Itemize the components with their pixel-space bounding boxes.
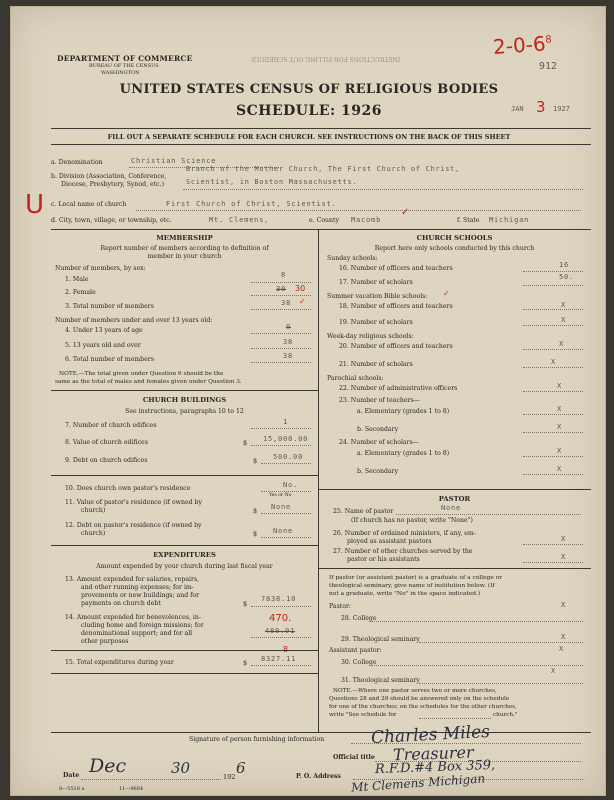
q20-line [523, 349, 583, 350]
q14-label-4: other purposes [81, 638, 129, 645]
signature-value: Charles Miles [370, 721, 491, 749]
q6-line [251, 362, 311, 363]
q4-line [251, 333, 311, 334]
county-value: Macomb [351, 216, 382, 224]
date-label: Date [63, 772, 80, 779]
q13-label-3: provements or new buildings; and for [81, 592, 200, 599]
by-sex-label: Number of members, by sex: [55, 265, 146, 272]
q20-value: X [559, 340, 565, 348]
q14-label-1: 14. Amount expended for benevolences, in- [65, 614, 201, 621]
q9-dollar: $ [253, 457, 258, 465]
q3-line [251, 309, 311, 310]
q29-line [419, 642, 583, 643]
q19-value: X [561, 316, 567, 324]
rule-buildings-mid [51, 475, 318, 476]
q24b-label: b. Secondary [357, 468, 399, 475]
q15-value: 8327.11 [261, 655, 297, 663]
q17-line [523, 285, 583, 286]
po-address-value-2: Mt Clemens Michigan [350, 771, 486, 795]
q26-label-1: 26. Number of ordained ministers, if any, em- [333, 530, 476, 537]
city-label: d. City, town, village, or township, etc. [51, 217, 172, 224]
division-value-2: Scientist, in Boston Massachusetts. [186, 178, 358, 186]
q23-label: 23. Number of teachers— [339, 397, 420, 404]
yes-no-hint: Yes or No [269, 493, 292, 498]
q12-label-2: church) [81, 530, 106, 537]
county-check-mark: ✓ [401, 207, 410, 218]
department-name: DEPARTMENT OF COMMERCE [57, 54, 193, 63]
church-name-label: c. Local name of church [51, 201, 127, 208]
graduate-note-3: not a graduate, write "No" in the space indicated.) [329, 591, 481, 597]
buildings-heading: CHURCH BUILDINGS [142, 396, 227, 404]
q23b-line [523, 432, 583, 433]
rule-pastor-mid [318, 568, 591, 569]
q14-value: 489.01 [265, 627, 296, 635]
q4-label: 4. Under 13 years of age [65, 327, 143, 334]
q21-value: X [551, 358, 557, 366]
margin-mark: U [25, 190, 45, 220]
q17-check-mark: ✓ [443, 289, 450, 298]
membership-note-2: same as the total of males and females given under Question 3. [55, 379, 242, 385]
date-year-print: 192 [223, 773, 236, 781]
q15-line [251, 665, 311, 666]
pastor-note-1: NOTE.—Where one pastor serves two or more churches, [333, 688, 497, 694]
q5-value: 38 [283, 338, 294, 346]
q11-dollar: $ [253, 507, 258, 515]
rule-identity-bottom [51, 229, 591, 230]
q26-label-2: ployed as assistant pastors [347, 538, 432, 545]
q2-struck-red: 30 [295, 284, 306, 293]
q10-label: 10. Does church own pastor's residence [65, 485, 191, 492]
date-year-hand: 6 [236, 759, 246, 777]
graduate-note-2: theological seminary, give name of institution below. (If [329, 583, 495, 589]
bureau-city: WASHINGTON [101, 70, 140, 76]
received-stamp-day: 3 [536, 98, 546, 116]
q31-label: 31. Theological seminary [341, 677, 420, 684]
division-label-2: Diocese, Presbytery, Synod, etc.) [61, 181, 165, 188]
buildings-sub: See instructions, paragraphs 10 to 12 [125, 408, 244, 415]
sunday-label: Sunday schools: [327, 255, 378, 262]
q28-label: 28. College [341, 615, 377, 622]
q26-line [523, 544, 583, 545]
q2-label: 2. Female [65, 289, 96, 296]
rule-top [51, 128, 591, 129]
q23b-label: b. Secondary [357, 426, 399, 433]
q17-value: 50. [559, 273, 575, 281]
q13-dollar: $ [243, 600, 248, 608]
q11-line [261, 513, 311, 514]
po-address-value-1: R.F.D.#4 Box 359, [374, 757, 496, 778]
q1-label: 1. Male [65, 276, 89, 283]
denomination-label: a. Denomination [51, 159, 103, 166]
q21-label: 21. Number of scholars [339, 361, 413, 368]
q18-value: X [561, 301, 567, 309]
q25-label: 25. Name of pastor [333, 508, 394, 515]
expenditures-heading: EXPENDITURES [153, 551, 216, 559]
q6-label: 6. Total number of members [65, 356, 154, 363]
print-number: 11—9664 [119, 786, 144, 792]
q13-value: 7838.10 [261, 595, 297, 603]
q21-line [523, 367, 583, 368]
q28-value: X [561, 601, 567, 609]
received-stamp-year: 1927 [553, 105, 570, 113]
church-name-line [136, 210, 581, 211]
expenditures-sub: Amount expended by your church during last fiscal year [96, 563, 273, 570]
received-stamp-month: JAN [511, 105, 524, 113]
stamp-number: 912 [539, 61, 558, 72]
q24a-label: a. Elementary (grades 1 to 8) [357, 450, 450, 457]
pastor-note-4: write "See schedule for [329, 712, 397, 718]
q31-value: X [551, 667, 557, 675]
rule-instruction [51, 144, 591, 145]
q23a-line [523, 414, 583, 415]
q15-label: 15. Total expenditures during year [65, 659, 174, 666]
rule-buildings-bottom [51, 545, 318, 546]
q8-value: 15,000.00 [263, 435, 309, 443]
q27-label-2: pastor or his assistants [347, 556, 420, 563]
membership-heading: MEMBERSHIP [156, 234, 213, 242]
q17-label: 17. Number of scholars [339, 279, 413, 286]
q9-label: 9. Debt on church edifices [65, 457, 148, 464]
q27-value: X [561, 553, 567, 561]
q14-red-correction: 470. [269, 613, 292, 624]
pastor-note-2: Questions 28 and 29 should be answered only on the schedule [329, 696, 510, 702]
q25-line [396, 514, 581, 515]
q7-label: 7. Number of church edifices [65, 422, 157, 429]
q24b-value: X [557, 465, 563, 473]
q14-label-3: denominational support; and for all [81, 630, 193, 637]
q22-label: 22. Number of administrative officers [339, 385, 458, 392]
division-label: b. Division (Association, Conference, [51, 173, 167, 180]
q7-value: 1 [283, 418, 289, 426]
church-name-value: First Church of Christ, Scientist. [166, 200, 337, 208]
q18-line [523, 309, 583, 310]
q6-value: 38 [283, 352, 294, 360]
q15-dollar: $ [243, 659, 248, 667]
q9-value: 500.00 [273, 453, 304, 461]
q23b-value: X [557, 423, 563, 431]
official-title-label: Official title [333, 754, 375, 761]
q19-line [523, 325, 583, 326]
q16-value: 16 [559, 261, 570, 269]
po-address-label: P. O. Address [296, 773, 341, 780]
pastor-heading: PASTOR [438, 495, 471, 503]
reverse-bleed-text: INSTRUCTIONS FOR FILLING OUT SCHEDULE [251, 55, 401, 62]
q22-value: X [557, 382, 563, 390]
q4-value: 0 [286, 323, 292, 331]
q30-value: X [559, 645, 565, 653]
membership-intro-1: Report number of members according to definition of [100, 245, 269, 252]
official-title-value: Treasurer [392, 742, 474, 765]
q28-line [369, 621, 583, 622]
q12-label-1: 12. Debt on pastor's residence (if owned by [65, 522, 202, 529]
q30-line [369, 665, 583, 666]
q31-line [419, 683, 583, 684]
state-value: Michigan [489, 216, 530, 224]
q20-label: 20. Number of officers and teachers [339, 343, 453, 350]
q27-label-1: 27. Number of other churches served by the [333, 548, 473, 555]
bureau-name: BUREAU OF THE CENSUS [89, 63, 159, 69]
rule-schools-bottom [318, 489, 591, 490]
membership-intro-2: member in your church [147, 253, 222, 260]
rule-left-bottom [51, 673, 318, 674]
weekday-label: Week-day religious schools: [327, 333, 414, 340]
city-value: Mt. Clemens, [209, 216, 270, 224]
q16-label: 16. Number of officers and teachers [339, 265, 453, 272]
denomination-value: Christian Science [131, 157, 217, 165]
q12-line [261, 537, 311, 538]
date-line [81, 779, 221, 780]
q29-label: 29. Theological seminary [341, 636, 420, 643]
q11-value: None [271, 503, 292, 511]
rule-membership-bottom [51, 390, 318, 391]
q1-line [251, 282, 311, 283]
q7-line [251, 428, 311, 429]
division-value-1: Branch of the Mother Church, The First Church of Christ, [186, 165, 460, 173]
pastor-label: Pastor: [329, 603, 352, 610]
q25-value: None [441, 504, 462, 512]
q12-value: None [273, 527, 294, 535]
q13-line [251, 606, 311, 607]
q8-dollar: $ [243, 439, 248, 447]
state-label: f. State [457, 217, 480, 224]
q10-value: No. [283, 481, 299, 489]
q11-label-1: 11. Value of pastor's residence (if owned by [65, 499, 202, 506]
q30-label: 30. College [341, 659, 377, 666]
county-label: e. County [309, 217, 340, 224]
q5-line [251, 348, 311, 349]
q16-line [523, 271, 583, 272]
division-line [183, 189, 583, 190]
q10-line [261, 491, 311, 492]
q23a-label: a. Elementary (grades 1 to 8) [357, 408, 450, 415]
q12-dollar: $ [253, 530, 258, 538]
q24a-value: X [557, 447, 563, 455]
summer-label: Summer vacation Bible schools: [327, 293, 428, 300]
q13-label-1: 13. Amount expended for salaries, repairs, [65, 576, 200, 583]
form-number: 8—5518 a [59, 786, 85, 792]
assistant-pastor-label: Assistant pastor: [329, 647, 382, 654]
q19-label: 19. Number of scholars [339, 319, 413, 326]
q24b-line [523, 474, 583, 475]
parochial-label: Parochial schools: [327, 375, 384, 382]
schools-sub: Report here only schools conducted by this church [374, 245, 535, 252]
q8-line [251, 445, 311, 446]
pastor-note-line [419, 718, 491, 719]
q14-label-2: cluding home and foreign missions; for [81, 622, 204, 629]
handwritten-code: $2-0-6^8$ [492, 31, 553, 60]
q11-label-2: church) [81, 507, 106, 514]
rule-expenditures-mid [51, 650, 318, 651]
census-form-sheet [10, 6, 606, 796]
q13-label-2: and other running expenses; for im- [81, 584, 194, 591]
q29-value: X [561, 633, 567, 641]
schools-heading: CHURCH SCHOOLS [416, 234, 493, 242]
q18-label: 18. Number of officers and teachers [339, 303, 453, 310]
form-subtitle: SCHEDULE: 1926 [235, 103, 383, 119]
q8-label: 8. Value of church edifices [65, 439, 148, 446]
q9-line [261, 463, 311, 464]
q3-label: 3. Total number of members [65, 303, 154, 310]
q2-value: 30 [276, 285, 287, 293]
column-divider [318, 229, 319, 732]
pastor-note-4b: church." [493, 712, 518, 718]
graduate-note-1: If pastor (or assistant pastor) is a graduate of a college or [329, 575, 503, 581]
q24a-line [523, 456, 583, 457]
q25-note: (If church has no pastor, write "None") [351, 517, 473, 524]
q26-value: X [561, 535, 567, 543]
age-intro-label: Number of members under and over 13 years old: [55, 317, 213, 324]
q24-label: 24. Number of scholars— [339, 439, 419, 446]
q3-value: 38 [281, 299, 292, 307]
q1-value: 8 [281, 271, 287, 279]
q14-line [251, 637, 311, 638]
date-month: Dec [89, 755, 127, 777]
q2-line [251, 295, 311, 296]
membership-note-1: NOTE.—The total given under Question 6 should be the [59, 371, 224, 377]
fill-instruction: FILL OUT A SEPARATE SCHEDULE FOR EACH CHURCH. SEE INSTRUCTIONS ON THE BACK OF THIS SHEET [107, 133, 511, 141]
rule-sections-bottom [51, 732, 591, 733]
q23a-value: X [557, 405, 563, 413]
date-day: 30 [171, 759, 191, 777]
q3-check-mark: ✓ [299, 297, 306, 306]
form-title: UNITED STATES CENSUS OF RELIGIOUS BODIES [119, 82, 499, 97]
pastor-note-3: for one of the churches; on the schedules for the other churches, [329, 704, 517, 710]
signature-label: Signature of person furnishing information [189, 736, 325, 743]
q22-line [523, 391, 583, 392]
q5-label: 5. 13 years old and over [65, 342, 141, 349]
q27-line [523, 562, 583, 563]
q13-label-4: payments on church debt [81, 600, 161, 607]
